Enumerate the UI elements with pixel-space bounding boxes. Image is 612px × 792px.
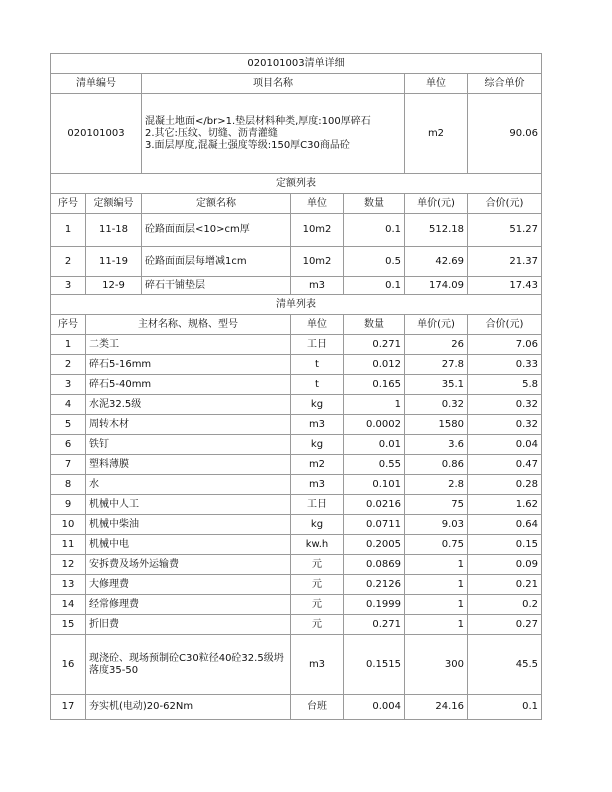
material-name: 周转木材 bbox=[86, 415, 291, 435]
quota-unit: m3 bbox=[291, 277, 344, 295]
quota-unit: 10m2 bbox=[291, 247, 344, 277]
material-index: 7 bbox=[51, 455, 86, 475]
material-total: 0.64 bbox=[468, 515, 542, 535]
material-unit: 元 bbox=[291, 575, 344, 595]
material-total: 0.04 bbox=[468, 435, 542, 455]
material-total: 7.06 bbox=[468, 335, 542, 355]
material-row bbox=[51, 595, 542, 615]
material-index: 15 bbox=[51, 615, 86, 635]
header-name: 项目名称 bbox=[142, 74, 405, 94]
material-name: 碎石5-40mm bbox=[86, 375, 291, 395]
material-unit-price: 24.16 bbox=[405, 695, 468, 720]
material-row bbox=[51, 515, 542, 535]
quota-header-row bbox=[51, 194, 542, 214]
material-total: 0.27 bbox=[468, 615, 542, 635]
quota-name: 砼路面面层每增减1cm bbox=[142, 247, 291, 277]
quota-index: 1 bbox=[51, 214, 86, 247]
quota-total: 21.37 bbox=[468, 247, 542, 277]
material-name: 折旧费 bbox=[86, 615, 291, 635]
material-total: 0.32 bbox=[468, 395, 542, 415]
material-index: 12 bbox=[51, 555, 86, 575]
material-row bbox=[51, 455, 542, 475]
material-name: 机械中电 bbox=[86, 535, 291, 555]
material-unit-price: 1580 bbox=[405, 415, 468, 435]
quota-total: 51.27 bbox=[468, 214, 542, 247]
item-row bbox=[51, 94, 542, 174]
material-quantity: 0.101 bbox=[344, 475, 405, 495]
quota-index: 2 bbox=[51, 247, 86, 277]
materials-col-header: 数量 bbox=[344, 315, 405, 335]
material-quantity: 0.0002 bbox=[344, 415, 405, 435]
quota-code: 11-19 bbox=[86, 247, 142, 277]
material-unit-price: 1 bbox=[405, 555, 468, 575]
material-unit-price: 3.6 bbox=[405, 435, 468, 455]
material-row bbox=[51, 475, 542, 495]
quota-quantity: 0.1 bbox=[344, 277, 405, 295]
material-total: 0.15 bbox=[468, 535, 542, 555]
material-index: 13 bbox=[51, 575, 86, 595]
quota-col-header: 定额名称 bbox=[142, 194, 291, 214]
material-row bbox=[51, 435, 542, 455]
material-total: 0.47 bbox=[468, 455, 542, 475]
material-name: 二类工 bbox=[86, 335, 291, 355]
quota-name: 碎石干铺垫层 bbox=[142, 277, 291, 295]
material-row bbox=[51, 395, 542, 415]
material-quantity: 0.012 bbox=[344, 355, 405, 375]
item-name-line: 2.其它:压纹、切缝、沥青灌缝 bbox=[145, 127, 278, 139]
material-quantity: 0.0711 bbox=[344, 515, 405, 535]
material-index: 9 bbox=[51, 495, 86, 515]
material-unit: 元 bbox=[291, 615, 344, 635]
material-total: 0.28 bbox=[468, 475, 542, 495]
material-name: 夯实机(电动)20-62Nm bbox=[86, 695, 291, 720]
materials-section-title: 清单列表 bbox=[51, 295, 542, 315]
material-row bbox=[51, 635, 542, 695]
material-row bbox=[51, 415, 542, 435]
quota-col-header: 序号 bbox=[51, 194, 86, 214]
quota-section-title: 定额列表 bbox=[51, 174, 542, 194]
material-unit-price: 27.8 bbox=[405, 355, 468, 375]
material-total: 1.62 bbox=[468, 495, 542, 515]
item-name bbox=[142, 94, 405, 174]
page-title: 020101003清单详细 bbox=[51, 54, 542, 74]
item-code: 020101003 bbox=[51, 94, 142, 174]
material-unit: kw.h bbox=[291, 535, 344, 555]
material-quantity: 0.1999 bbox=[344, 595, 405, 615]
material-index: 17 bbox=[51, 695, 86, 720]
material-total: 0.32 bbox=[468, 415, 542, 435]
material-total: 0.2 bbox=[468, 595, 542, 615]
quota-name: 砼路面面层<10>cm厚 bbox=[142, 214, 291, 247]
quota-total: 17.43 bbox=[468, 277, 542, 295]
material-unit: m2 bbox=[291, 455, 344, 475]
material-row bbox=[51, 575, 542, 595]
material-row bbox=[51, 695, 542, 720]
quota-row bbox=[51, 247, 542, 277]
materials-col-header: 单价(元) bbox=[405, 315, 468, 335]
quota-col-header: 定额编号 bbox=[86, 194, 142, 214]
material-unit-price: 300 bbox=[405, 635, 468, 695]
material-quantity: 0.271 bbox=[344, 615, 405, 635]
material-unit: m3 bbox=[291, 475, 344, 495]
material-total: 0.09 bbox=[468, 555, 542, 575]
material-quantity: 0.1515 bbox=[344, 635, 405, 695]
item-price: 90.06 bbox=[468, 94, 542, 174]
material-name: 经常修理费 bbox=[86, 595, 291, 615]
material-unit-price: 0.75 bbox=[405, 535, 468, 555]
header-code: 清单编号 bbox=[51, 74, 142, 94]
material-name: 铁钉 bbox=[86, 435, 291, 455]
material-index: 6 bbox=[51, 435, 86, 455]
material-total: 0.1 bbox=[468, 695, 542, 720]
material-unit-price: 75 bbox=[405, 495, 468, 515]
quota-col-header: 合价(元) bbox=[468, 194, 542, 214]
bill-detail-table bbox=[50, 53, 542, 720]
material-index: 4 bbox=[51, 395, 86, 415]
material-unit-price: 0.32 bbox=[405, 395, 468, 415]
material-unit-price: 1 bbox=[405, 615, 468, 635]
material-row bbox=[51, 375, 542, 395]
material-unit: 元 bbox=[291, 595, 344, 615]
material-unit-price: 9.03 bbox=[405, 515, 468, 535]
material-unit-price: 35.1 bbox=[405, 375, 468, 395]
quota-index: 3 bbox=[51, 277, 86, 295]
material-quantity: 0.271 bbox=[344, 335, 405, 355]
material-unit: t bbox=[291, 355, 344, 375]
material-index: 10 bbox=[51, 515, 86, 535]
material-unit-price: 1 bbox=[405, 595, 468, 615]
material-unit-price: 0.86 bbox=[405, 455, 468, 475]
material-row bbox=[51, 535, 542, 555]
material-total: 5.8 bbox=[468, 375, 542, 395]
header-price: 综合单价 bbox=[468, 74, 542, 94]
materials-col-header: 单位 bbox=[291, 315, 344, 335]
quota-col-header: 数量 bbox=[344, 194, 405, 214]
quota-unit: 10m2 bbox=[291, 214, 344, 247]
material-name: 现浇砼、现场预制砼C30粒径40砼32.5级坍落度35-50 bbox=[86, 635, 291, 695]
material-index: 11 bbox=[51, 535, 86, 555]
material-name: 机械中人工 bbox=[86, 495, 291, 515]
material-unit: kg bbox=[291, 435, 344, 455]
material-quantity: 0.55 bbox=[344, 455, 405, 475]
material-index: 5 bbox=[51, 415, 86, 435]
material-name: 塑料薄膜 bbox=[86, 455, 291, 475]
material-row bbox=[51, 495, 542, 515]
quota-unit-price: 42.69 bbox=[405, 247, 468, 277]
material-total: 45.5 bbox=[468, 635, 542, 695]
header-unit: 单位 bbox=[405, 74, 468, 94]
materials-header-row bbox=[51, 315, 542, 335]
materials-col-header: 序号 bbox=[51, 315, 86, 335]
material-total: 0.33 bbox=[468, 355, 542, 375]
material-index: 2 bbox=[51, 355, 86, 375]
material-unit: 工日 bbox=[291, 495, 344, 515]
materials-col-header: 合价(元) bbox=[468, 315, 542, 335]
material-unit: kg bbox=[291, 515, 344, 535]
material-index: 1 bbox=[51, 335, 86, 355]
header-row bbox=[51, 74, 542, 94]
material-row bbox=[51, 555, 542, 575]
material-unit: 工日 bbox=[291, 335, 344, 355]
material-index: 3 bbox=[51, 375, 86, 395]
material-quantity: 1 bbox=[344, 395, 405, 415]
material-unit-price: 26 bbox=[405, 335, 468, 355]
material-quantity: 0.004 bbox=[344, 695, 405, 720]
material-quantity: 0.165 bbox=[344, 375, 405, 395]
quota-unit-price: 174.09 bbox=[405, 277, 468, 295]
material-name: 安拆费及场外运输费 bbox=[86, 555, 291, 575]
material-unit: 台班 bbox=[291, 695, 344, 720]
material-quantity: 0.0869 bbox=[344, 555, 405, 575]
quota-unit-price: 512.18 bbox=[405, 214, 468, 247]
material-quantity: 0.01 bbox=[344, 435, 405, 455]
material-name: 水泥32.5级 bbox=[86, 395, 291, 415]
material-row bbox=[51, 335, 542, 355]
material-unit: m3 bbox=[291, 635, 344, 695]
material-unit-price: 2.8 bbox=[405, 475, 468, 495]
quota-code: 11-18 bbox=[86, 214, 142, 247]
material-quantity: 0.0216 bbox=[344, 495, 405, 515]
material-name: 碎石5-16mm bbox=[86, 355, 291, 375]
item-name-line: 混凝土地面</br>1.垫层材料种类,厚度:100厚碎石 bbox=[145, 115, 371, 127]
material-name: 机械中柴油 bbox=[86, 515, 291, 535]
item-unit: m2 bbox=[405, 94, 468, 174]
material-index: 16 bbox=[51, 635, 86, 695]
material-quantity: 0.2005 bbox=[344, 535, 405, 555]
material-index: 8 bbox=[51, 475, 86, 495]
material-row bbox=[51, 355, 542, 375]
quota-col-header: 单位 bbox=[291, 194, 344, 214]
material-unit: kg bbox=[291, 395, 344, 415]
quota-col-header: 单价(元) bbox=[405, 194, 468, 214]
materials-col-header: 主材名称、规格、型号 bbox=[86, 315, 291, 335]
material-unit: 元 bbox=[291, 555, 344, 575]
material-name: 大修理费 bbox=[86, 575, 291, 595]
quota-quantity: 0.1 bbox=[344, 214, 405, 247]
material-unit: t bbox=[291, 375, 344, 395]
material-row bbox=[51, 615, 542, 635]
quota-row bbox=[51, 277, 542, 295]
material-unit: m3 bbox=[291, 415, 344, 435]
quota-quantity: 0.5 bbox=[344, 247, 405, 277]
material-unit-price: 1 bbox=[405, 575, 468, 595]
table-body bbox=[51, 54, 542, 720]
quota-code: 12-9 bbox=[86, 277, 142, 295]
item-name-line: 3.面层厚度,混凝土强度等级:150厚C30商品砼 bbox=[145, 139, 350, 151]
material-total: 0.21 bbox=[468, 575, 542, 595]
quota-row bbox=[51, 214, 542, 247]
material-index: 14 bbox=[51, 595, 86, 615]
material-name: 水 bbox=[86, 475, 291, 495]
material-quantity: 0.2126 bbox=[344, 575, 405, 595]
